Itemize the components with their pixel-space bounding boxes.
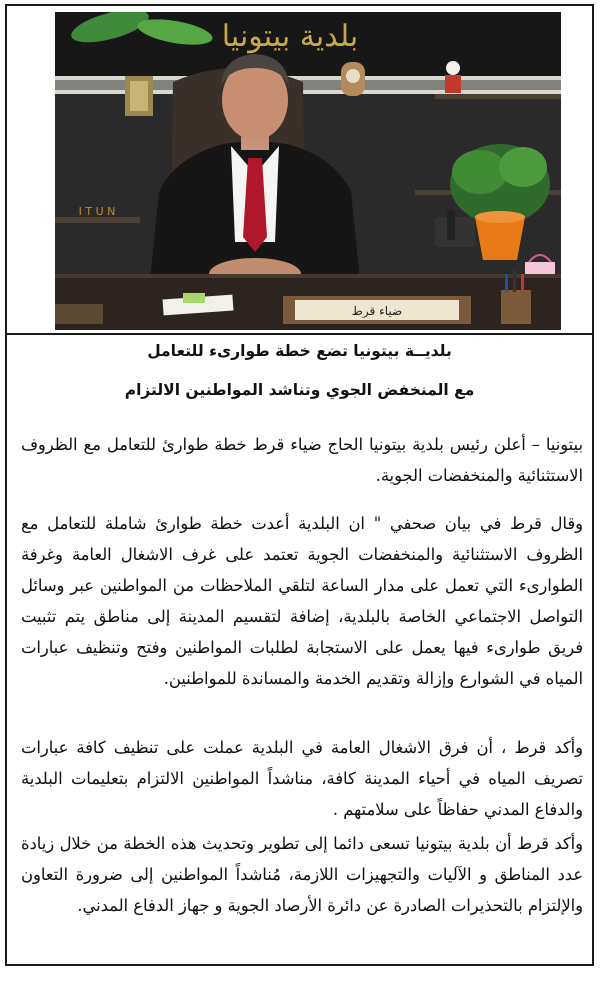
- paragraph-4: وأكد قرط أن بلدية بيتونيا تسعى دائما إلى تطوير وتحديث هذه الخطة من خلال زيادة عدد المناطق و الآليات والتجهيزات اللازمة، مُناشداً المواطنين إلى ضرورة التعاون والإلتزام بالتحذيرات الصادرة عن دائرة الأرصاد الجوية و جهاز الدفاع المدني.: [21, 834, 583, 915]
- section-divider: [7, 333, 592, 335]
- paragraph-2: وقال قرط في بيان صحفي " ان البلدية أعدت خطة طوارئ شاملة للتعامل مع الظروف الاستثنائية والمنخفضات الجوية تعتمد على غرف الاشغال العامة وغرفة الطوارىء التي تعمل على مدار الساعة لتلقي الملاحظات من المواطنين عبر وسائل التواصل الاجتماعي الخاصة بالبلدية، إضافة لتقسيم المدينة إلى مناطق يتم تثبيت فريق طوارىء فيها يعمل على الاستجابة لطلبات المواطنين وفتح وتنظيف عبارات المياه في الشوارع وإزالة وتقديم الخدمة والمساندة للمواطنين.: [21, 514, 583, 688]
- nameplate: [283, 296, 471, 324]
- headline-line-2: مع المنخفض الجوي وتناشد المواطنين الالتزام: [124, 381, 475, 399]
- article-frame: [5, 4, 594, 966]
- paragraph-1: بيتونيا – أعلن رئيس بلدية بيتونيا الحاج ضياء قرط خطة طوارئ للتعامل مع الظروف الاستثنائية والمنخفضات الجوية.: [21, 435, 583, 485]
- mayor-photo: [55, 12, 561, 330]
- wall-sign-text: بلدية بيتونيا: [221, 19, 359, 54]
- paragraph-3: وأكد قرط ، أن فرق الاشغال العامة في البلدية عملت على تنظيف كافة عبارات تصريف المياه في أحياء المدينة كافة، مناشداً المواطنين الالتزام بتعليمات البلدية والدفاع المدني حفاظاً على سلامتهم .: [21, 738, 583, 819]
- headline-line-1: بلديــة بيتونيا تضع خطة طوارىء للتعامل: [147, 342, 452, 360]
- nameplate-text: ضياء قرط: [351, 304, 403, 318]
- shelf-letters: I T U N: [78, 205, 116, 218]
